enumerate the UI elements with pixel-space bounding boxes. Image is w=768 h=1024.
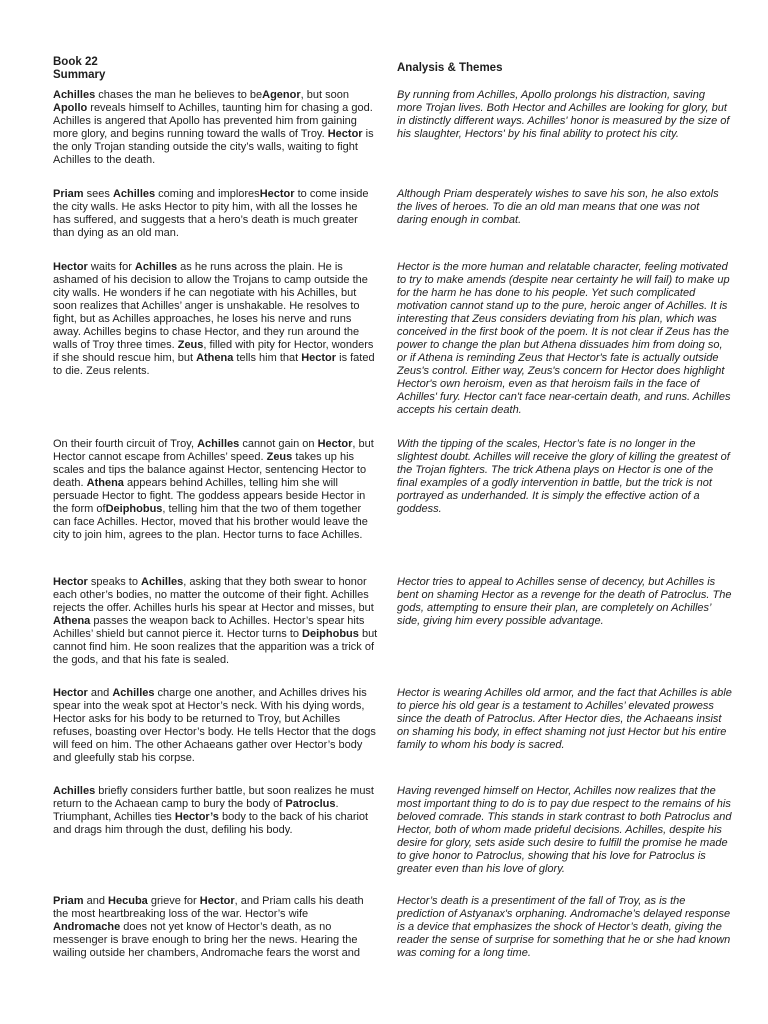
summary-text: grieve for <box>147 895 200 907</box>
name-highlight: Priam <box>53 188 84 200</box>
summary-text: passes the weapon back to Achilles. Hector’s spear hits Achilles’ shield but cannot pierce it. Hector turns to <box>53 615 365 640</box>
name-highlight: Hector’s <box>174 811 219 823</box>
analysis-paragraph: Having revenged himself on Hector, Achilles now realizes that the most important thing to do is to pay due respect to the remains of his beloved comrade. This stands in stark contrast to both Patroclus and Hector, both of whom made prideful decisions. Achilles, despite his desire for glory, sets aside such desire to fulfill the promise he made to give honor to Patroclus, showing that his love for Patroclus is greater even than his love of glory. <box>397 785 732 875</box>
summary-text: does not yet know of Hector’s death, as no messenger is brave enough to bring her the news. Hearing the wailing outside her chambers, Andromache fears the worst and <box>53 921 360 959</box>
name-highlight: Athena <box>86 477 124 489</box>
summary-text: waits for <box>87 261 135 273</box>
analysis-paragraph: Hector is wearing Achilles old armor, and the fact that Achilles is able to pierce his old gear is a testament to Achilles’ elevated prowess since the death of Patroclus. After Hector dies, the Achaeans insist on shaming his body, in effect shaming not just Hector but his entire family to whom his body is sacred. <box>397 687 732 751</box>
book-title: Book 22 <box>53 56 98 68</box>
name-highlight: Priam <box>53 895 84 907</box>
name-highlight: Achilles <box>53 89 96 101</box>
name-highlight: Andromache <box>53 921 121 933</box>
summary-paragraph <box>53 438 378 542</box>
name-highlight: Apollo <box>53 102 88 114</box>
summary-text: but cannot find him. He soon realizes that the apparition was a trick of the gods, and that his fate is sealed. <box>53 628 378 666</box>
summary-text: , but Hector cannot escape from Achilles’ speed. <box>53 438 374 463</box>
summary-text: and <box>83 895 109 907</box>
summary-text: On their fourth circuit of Troy, <box>53 438 198 450</box>
name-highlight: Achilles <box>112 687 155 699</box>
name-highlight: Hector <box>53 261 88 273</box>
summary-text: , but soon <box>300 89 349 101</box>
summary-text: , asking that they both swear to honor each other’s bodies, no matter the outcome of their fight. Achilles rejects the offer. Achilles hurls his spear at Hector and misses, but <box>53 576 374 614</box>
name-highlight: Achilles <box>141 576 184 588</box>
summary-text: briefly considers further battle, but soon realizes he must return to the Achaean camp to bury the body of <box>53 785 374 810</box>
name-highlight: Achilles <box>134 261 178 273</box>
name-highlight: Zeus <box>177 339 204 351</box>
summary-text: , telling him that the two of them together can face Achilles. Hector, moved that his brother would leave the city to join him, agrees to the plan. Hector turns to face Achilles. <box>53 503 368 541</box>
summary-text: body to the back of his chariot and drags him through the dust, defiling his body. <box>53 811 369 836</box>
summary-heading: Summary <box>53 69 106 81</box>
analysis-paragraph: Although Priam desperately wishes to save his son, he also extols the lives of heroes. To die an old man means that one was not daring enough in combat. <box>397 188 719 226</box>
summary-text: tells him that <box>233 352 302 364</box>
name-highlight: Hector <box>53 576 88 588</box>
analysis-paragraph: With the tipping of the scales, Hector’s fate is no longer in the slightest doubt. Achilles will receive the glory of killing the greatest of the Trojan fighters. The trick Athena plays on Hector is one of the final examples of a godly intervention in battle, but the trick is not portrayed as underhanded. It is simply the effective action of a goddess. <box>397 438 730 515</box>
summary-text: coming and implores <box>155 188 260 200</box>
summary-text: takes up his scales and tips the balance against Hector, sentencing Hector to death. <box>53 451 367 489</box>
summary-text: appears behind Achilles, telling him she will persuade Hector to fight. The goddess appears beside Hector in the form of <box>53 477 366 515</box>
summary-text: cannot gain on <box>239 438 318 450</box>
name-highlight: Hector <box>327 128 363 140</box>
analysis-paragraph: By running from Achilles, Apollo prolongs his distraction, saving more Trojan lives. Both Hector and Achilles are looking for glory, but in distinctly different ways. Achilles' honor is measured by the size of his slaughter, Hectors' by his final ability to protect his city. <box>397 89 730 140</box>
analysis-paragraph: Hector is the more human and relatable character, feeling motivated to try to make amends (despite near certainty he will fail) to make up for the harm he has done to his people. Yet such complicated motivation cannot stand up to the pure, heroic anger of Achilles. It is interesting that Zeus considers deviating from his plan, which was conceived in the first book of the poem. It is not clear if Zeus has the power to change the plan but Athena dissuades him from doing so, or if Athena is reminding Zeus that Hector's fate is actually outside Zeus's control. Either way, Zeus's concern for Hector does highlight Hector's own heroism, even as that heroism fails in the face of Achilles' fury. Hector can't face near-certain death, and runs. Achilles accepts his certain death. <box>397 261 731 416</box>
summary-paragraph <box>53 895 378 960</box>
summary-paragraph <box>53 261 378 378</box>
summary-paragraph <box>53 89 378 167</box>
name-highlight: Patroclus <box>285 798 336 810</box>
summary-text: sees <box>83 188 113 200</box>
name-highlight: Zeus <box>266 451 293 463</box>
summary-paragraph <box>53 188 378 240</box>
name-highlight: Hector <box>301 352 337 364</box>
summary-text: , and Priam calls his death the most heartbreaking loss of the war. Hector’s wife <box>53 895 364 920</box>
name-highlight: Achilles <box>53 785 96 797</box>
name-highlight: Hector <box>317 438 353 450</box>
summary-paragraph <box>53 785 378 837</box>
summary-text: as he runs across the plain. He is ashamed of his decision to allow the Trojans to camp outside the city walls. He wonders if he can negotiate with his Achilles, but soon realizes that Achilles’ anger is unshakable. He resolves to fight, but as Achilles approaches, he loses his nerve and runs away. Achilles begins to chase Hector, and they run around the walls of Troy three times. <box>53 261 368 351</box>
name-highlight: Achilles <box>112 188 156 200</box>
name-highlight: Hector <box>53 687 88 699</box>
summary-text: reveals himself to Achilles, taunting him for chasing a god. Achilles is angered that Apollo has prevented him from gaining more glory, and begins running toward the walls of Troy. <box>53 102 373 140</box>
summary-paragraph <box>53 687 378 765</box>
summary-text: chases the man he believes to be <box>95 89 263 101</box>
analysis-paragraph: Hector’s death is a presentiment of the fall of Troy, as is the prediction of Astyanax's orphaning. Andromache’s delayed response is a device that emphasizes the shock of Hector’s death, giving the reader the sense of surprise for something that he or she had known was coming for a long time. <box>397 895 731 959</box>
summary-text: is fated to die. Zeus relents. <box>53 352 375 377</box>
summary-text: to come inside the city walls. He asks Hector to pity him, with all the losses he has suffered, and suggests that a hero’s death is much greater than dying as an old man. <box>53 188 369 239</box>
name-highlight: Agenor <box>262 89 301 101</box>
analysis-heading: Analysis & Themes <box>397 62 503 74</box>
summary-text: , filled with pity for Hector, wonders if she should rescue him, but <box>53 339 374 364</box>
summary-text: . Triumphant, Achilles ties <box>53 798 339 823</box>
summary-text: is the only Trojan standing outside the city’s walls, waiting to fight Achilles to the death. <box>53 128 374 166</box>
analysis-paragraph: Hector tries to appeal to Achilles sense of decency, but Achilles is bent on shaming Hector as a revenge for the death of Patroclus. The gods, attempting to ensure their plan, are completely on Achilles’ side, giving him every possible advantage. <box>397 576 732 627</box>
name-highlight: Achilles <box>197 438 240 450</box>
summary-text: charge one another, and Achilles drives his spear into the weak spot at Hector’s neck. With his dying words, Hector asks for his body to be returned to Troy, but Achilles refuses, boasting over Hector’s body. He tells Hector that the dogs will feed on him. The other Achaeans gather over Hector’s body and gleefully stab his corpse. <box>53 687 376 764</box>
name-highlight: Deiphobus <box>302 628 359 640</box>
name-highlight: Athena <box>53 615 91 627</box>
name-highlight: Hector <box>259 188 295 200</box>
summary-text: speaks to <box>87 576 142 588</box>
summary-text: and <box>87 687 113 699</box>
name-highlight: Athena <box>196 352 234 364</box>
summary-paragraph <box>53 576 378 667</box>
name-highlight: Hector <box>199 895 235 907</box>
name-highlight: Hecuba <box>108 895 148 907</box>
name-highlight: Deiphobus <box>105 503 163 515</box>
